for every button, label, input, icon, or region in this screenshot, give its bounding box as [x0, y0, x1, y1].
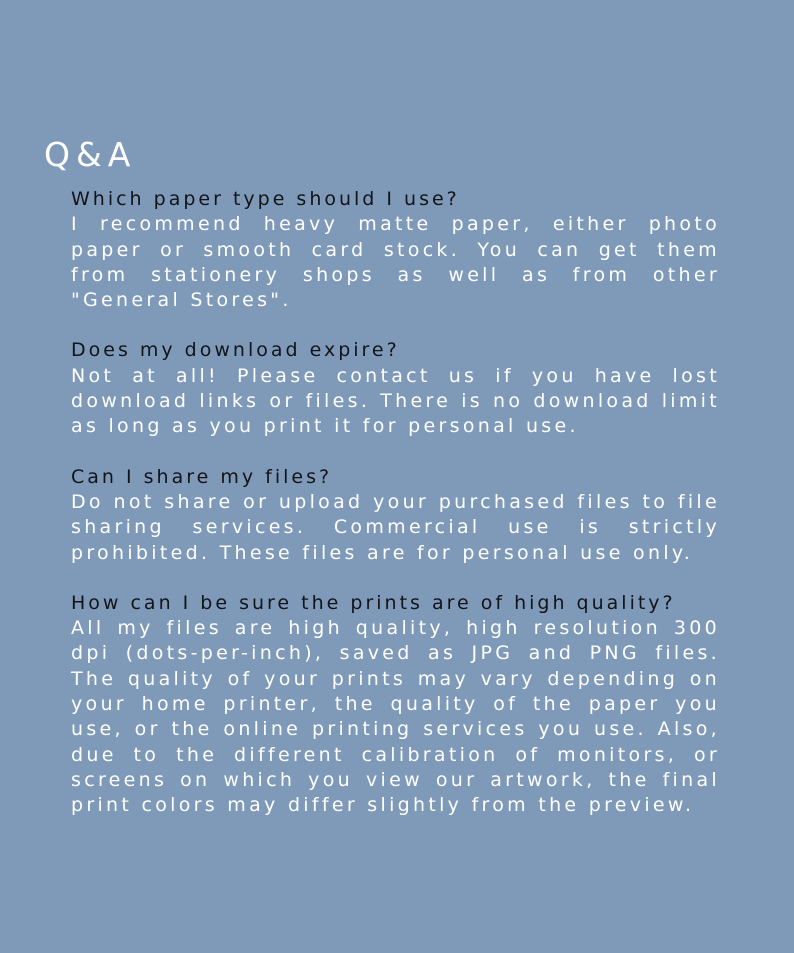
answer-share-files: Do not share or upload your purchased files to file sharing services. Commercial use is strictly prohibited. These files are for personal use only. [71, 490, 720, 564]
qa-list [71, 187, 720, 844]
question-paper-type: Which paper type should I use? [71, 188, 460, 210]
question-download-expire: Does my download expire? [71, 339, 400, 362]
qa-item-print-quality [71, 591, 720, 819]
answer-print-quality: All my files are high quality, high resolution 300 dpi (dots-per-inch), saved as JPG and PNG files. The quality of your prints may vary depending on your home printer, the quality of the paper you use, or the online printing services you use. Also, due to the different calibration of monitors, or screens on which you view our artwork, the final print colors may differ slightly from the preview. [71, 617, 720, 817]
page-title: Q&A [44, 135, 137, 174]
answer-download-expire: Not at all! Please contact us if you have lost download links or files. There is no download limit as long as you print it for personal use. [71, 364, 720, 438]
qa-item-paper-type [71, 187, 720, 313]
answer-paper-type: I recommend heavy matte paper, either photo paper or smooth card stock. You can get them from stationery shops as well as from other "General Stores". [71, 213, 720, 312]
qa-item-download-expire [71, 338, 720, 439]
question-print-quality: How can I be sure the prints are of high quality? [71, 591, 676, 614]
qa-item-share-files [71, 465, 720, 566]
question-share-files: Can I share my files? [71, 465, 333, 488]
